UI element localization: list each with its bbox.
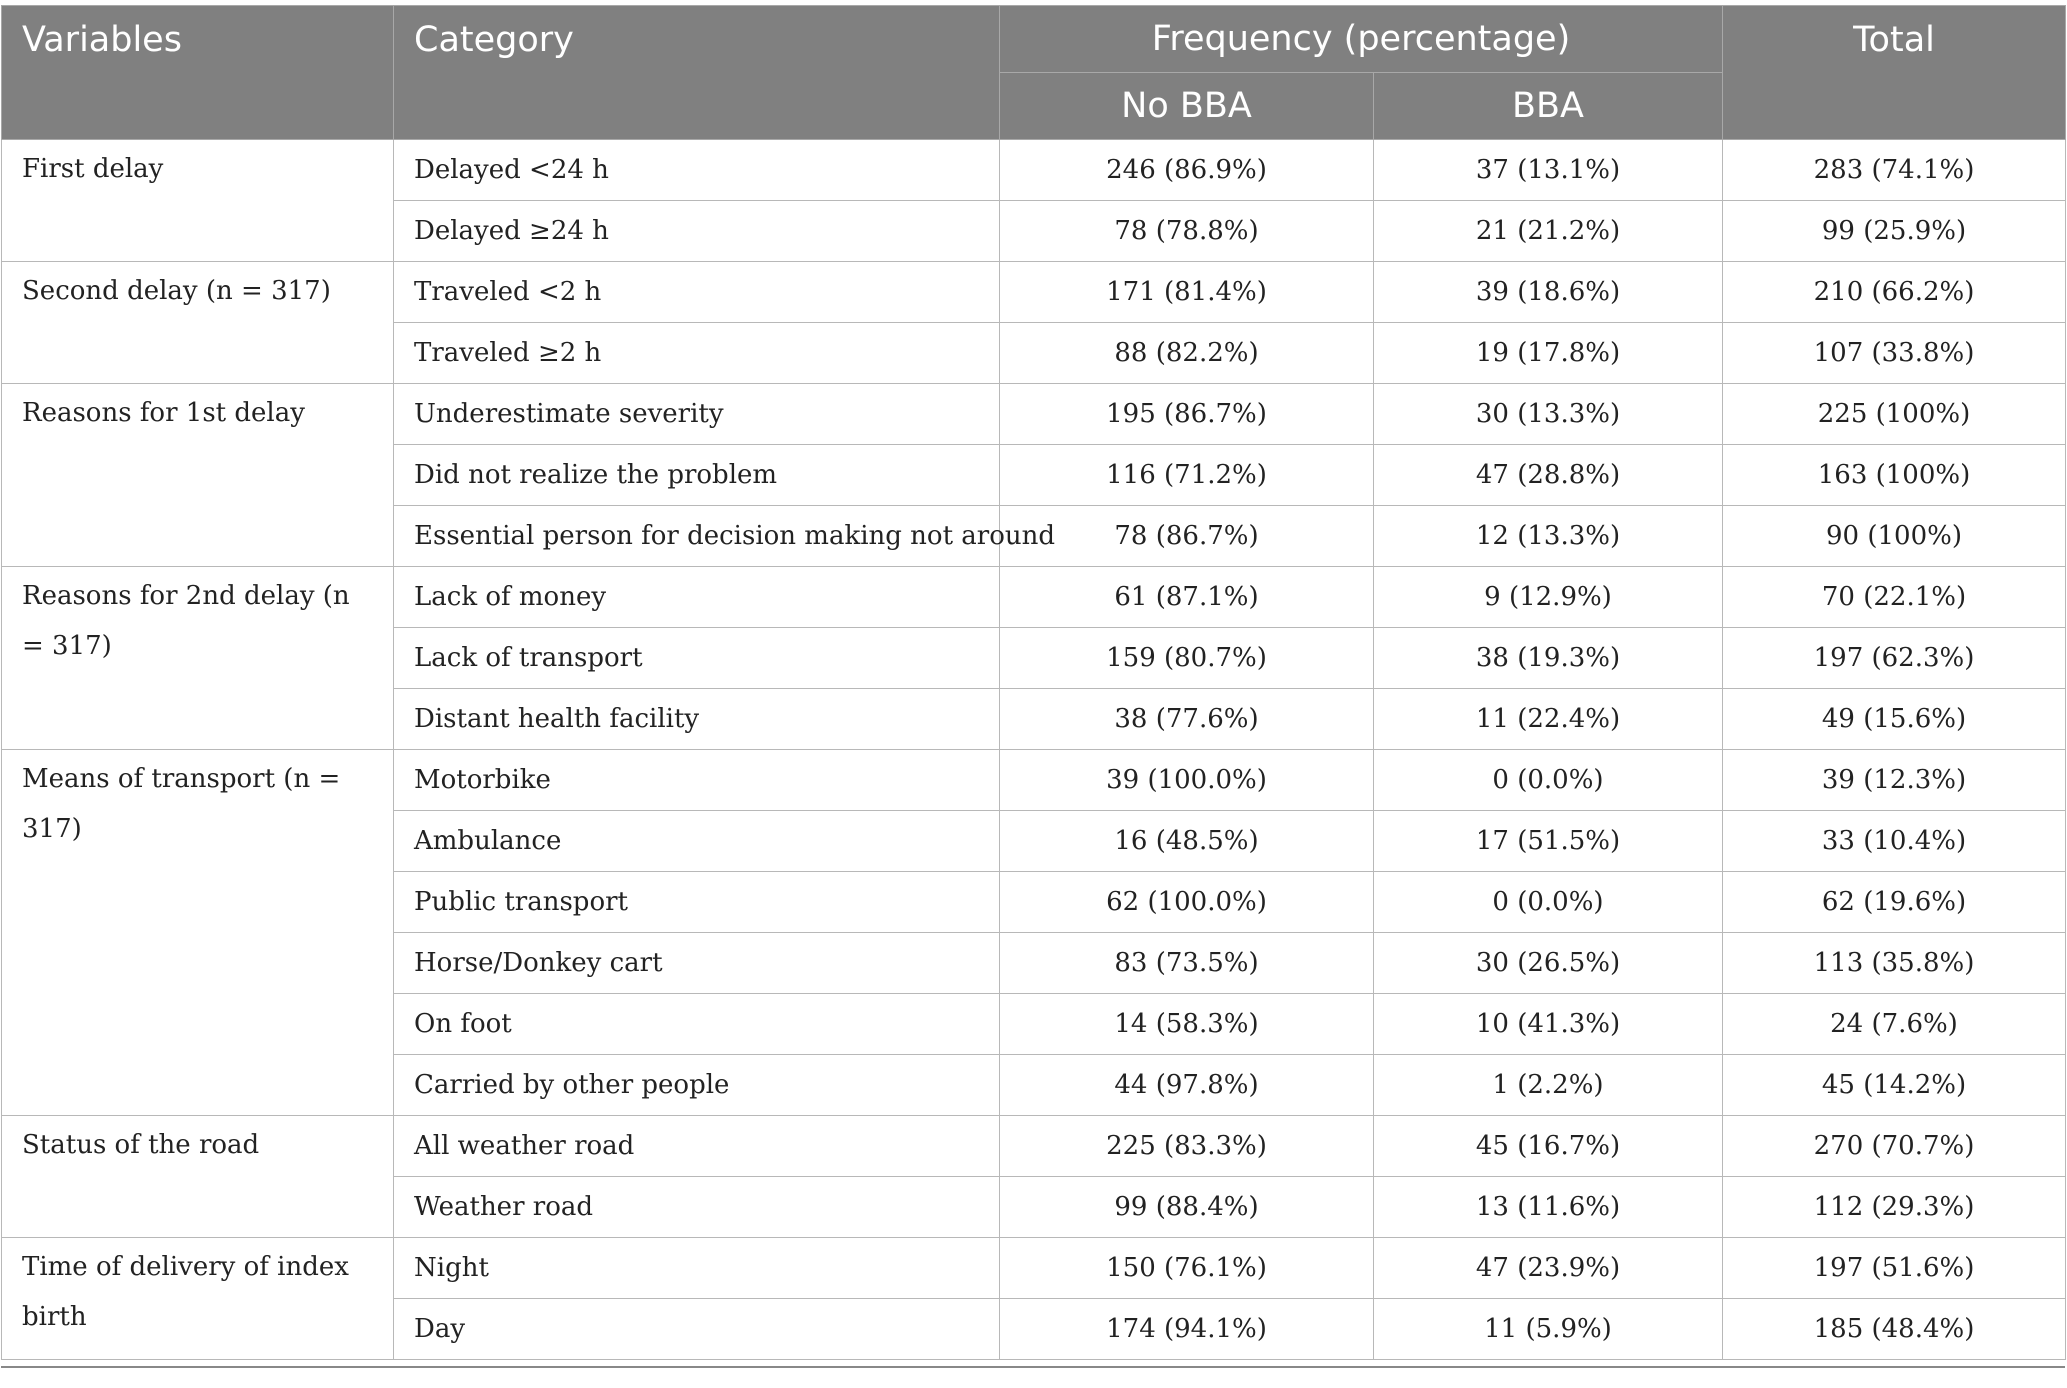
total-cell: 185 (48.4%) xyxy=(1723,1299,2066,1360)
table-row xyxy=(2,1116,2066,1177)
header-category: Category xyxy=(394,6,1000,140)
table-body xyxy=(2,140,2066,1360)
variable-cell: First delay xyxy=(2,140,394,262)
no-bba-cell: 38 (77.6%) xyxy=(1000,689,1374,750)
no-bba-cell: 159 (80.7%) xyxy=(1000,628,1374,689)
table-row xyxy=(2,140,2066,201)
category-cell: Traveled <2 h xyxy=(394,262,1000,323)
total-cell: 39 (12.3%) xyxy=(1723,750,2066,811)
total-cell: 113 (35.8%) xyxy=(1723,933,2066,994)
no-bba-cell: 225 (83.3%) xyxy=(1000,1116,1374,1177)
total-cell: 112 (29.3%) xyxy=(1723,1177,2066,1238)
total-cell: 24 (7.6%) xyxy=(1723,994,2066,1055)
no-bba-cell: 39 (100.0%) xyxy=(1000,750,1374,811)
bba-cell: 17 (51.5%) xyxy=(1374,811,1723,872)
total-cell: 49 (15.6%) xyxy=(1723,689,2066,750)
total-cell: 163 (100%) xyxy=(1723,445,2066,506)
category-cell: Public transport xyxy=(394,872,1000,933)
bba-cell: 39 (18.6%) xyxy=(1374,262,1723,323)
data-table xyxy=(1,5,2066,1360)
category-cell: Horse/Donkey cart xyxy=(394,933,1000,994)
no-bba-cell: 88 (82.2%) xyxy=(1000,323,1374,384)
category-cell: Traveled ≥2 h xyxy=(394,323,1000,384)
category-cell: Lack of transport xyxy=(394,628,1000,689)
header-bba: BBA xyxy=(1374,73,1723,140)
total-cell: 197 (62.3%) xyxy=(1723,628,2066,689)
header-no-bba: No BBA xyxy=(1000,73,1374,140)
category-cell: Lack of money xyxy=(394,567,1000,628)
bba-cell: 45 (16.7%) xyxy=(1374,1116,1723,1177)
no-bba-cell: 174 (94.1%) xyxy=(1000,1299,1374,1360)
bba-cell: 37 (13.1%) xyxy=(1374,140,1723,201)
bba-cell: 47 (23.9%) xyxy=(1374,1238,1723,1299)
no-bba-cell: 61 (87.1%) xyxy=(1000,567,1374,628)
total-cell: 90 (100%) xyxy=(1723,506,2066,567)
category-cell: Did not realize the problem xyxy=(394,445,1000,506)
variable-cell: Reasons for 1st delay xyxy=(2,384,394,567)
category-cell: Ambulance xyxy=(394,811,1000,872)
variable-cell: Means of transport (n = 317) xyxy=(2,750,394,1116)
bba-cell: 9 (12.9%) xyxy=(1374,567,1723,628)
bba-cell: 13 (11.6%) xyxy=(1374,1177,1723,1238)
bba-cell: 11 (5.9%) xyxy=(1374,1299,1723,1360)
bba-cell: 1 (2.2%) xyxy=(1374,1055,1723,1116)
bba-cell: 10 (41.3%) xyxy=(1374,994,1723,1055)
bba-cell: 47 (28.8%) xyxy=(1374,445,1723,506)
bba-cell: 0 (0.0%) xyxy=(1374,750,1723,811)
header-total: Total xyxy=(1723,6,2066,140)
category-cell: Delayed <24 h xyxy=(394,140,1000,201)
total-cell: 270 (70.7%) xyxy=(1723,1116,2066,1177)
bba-cell: 19 (17.8%) xyxy=(1374,323,1723,384)
total-cell: 70 (22.1%) xyxy=(1723,567,2066,628)
category-cell: Weather road xyxy=(394,1177,1000,1238)
table-bottom-rule xyxy=(1,1366,2065,1368)
bba-cell: 30 (13.3%) xyxy=(1374,384,1723,445)
category-cell: All weather road xyxy=(394,1116,1000,1177)
no-bba-cell: 62 (100.0%) xyxy=(1000,872,1374,933)
category-cell: Distant health facility xyxy=(394,689,1000,750)
total-cell: 45 (14.2%) xyxy=(1723,1055,2066,1116)
total-cell: 99 (25.9%) xyxy=(1723,201,2066,262)
no-bba-cell: 116 (71.2%) xyxy=(1000,445,1374,506)
no-bba-cell: 150 (76.1%) xyxy=(1000,1238,1374,1299)
total-cell: 197 (51.6%) xyxy=(1723,1238,2066,1299)
table-row xyxy=(2,750,2066,811)
no-bba-cell: 44 (97.8%) xyxy=(1000,1055,1374,1116)
total-cell: 107 (33.8%) xyxy=(1723,323,2066,384)
category-cell: On foot xyxy=(394,994,1000,1055)
total-cell: 62 (19.6%) xyxy=(1723,872,2066,933)
total-cell: 225 (100%) xyxy=(1723,384,2066,445)
variable-cell: Second delay (n = 317) xyxy=(2,262,394,384)
bba-cell: 30 (26.5%) xyxy=(1374,933,1723,994)
no-bba-cell: 14 (58.3%) xyxy=(1000,994,1374,1055)
bba-cell: 21 (21.2%) xyxy=(1374,201,1723,262)
no-bba-cell: 78 (78.8%) xyxy=(1000,201,1374,262)
category-cell: Essential person for decision making not around xyxy=(394,506,1000,567)
total-cell: 33 (10.4%) xyxy=(1723,811,2066,872)
total-cell: 283 (74.1%) xyxy=(1723,140,2066,201)
no-bba-cell: 171 (81.4%) xyxy=(1000,262,1374,323)
variable-cell: Reasons for 2nd delay (n = 317) xyxy=(2,567,394,750)
category-cell: Underestimate severity xyxy=(394,384,1000,445)
category-cell: Motorbike xyxy=(394,750,1000,811)
category-cell: Delayed ≥24 h xyxy=(394,201,1000,262)
header-variables: Variables xyxy=(2,6,394,140)
header-frequency: Frequency (percentage) xyxy=(1000,6,1723,73)
bba-cell: 38 (19.3%) xyxy=(1374,628,1723,689)
variable-cell: Time of delivery of index birth xyxy=(2,1238,394,1360)
no-bba-cell: 78 (86.7%) xyxy=(1000,506,1374,567)
table-row xyxy=(2,384,2066,445)
category-cell: Carried by other people xyxy=(394,1055,1000,1116)
table-row xyxy=(2,1238,2066,1299)
no-bba-cell: 99 (88.4%) xyxy=(1000,1177,1374,1238)
category-cell: Night xyxy=(394,1238,1000,1299)
bba-cell: 11 (22.4%) xyxy=(1374,689,1723,750)
no-bba-cell: 195 (86.7%) xyxy=(1000,384,1374,445)
category-cell: Day xyxy=(394,1299,1000,1360)
table-row xyxy=(2,262,2066,323)
total-cell: 210 (66.2%) xyxy=(1723,262,2066,323)
bba-cell: 12 (13.3%) xyxy=(1374,506,1723,567)
no-bba-cell: 246 (86.9%) xyxy=(1000,140,1374,201)
table-header xyxy=(2,6,2066,140)
table-row xyxy=(2,567,2066,628)
bba-cell: 0 (0.0%) xyxy=(1374,872,1723,933)
variable-cell: Status of the road xyxy=(2,1116,394,1238)
no-bba-cell: 83 (73.5%) xyxy=(1000,933,1374,994)
no-bba-cell: 16 (48.5%) xyxy=(1000,811,1374,872)
